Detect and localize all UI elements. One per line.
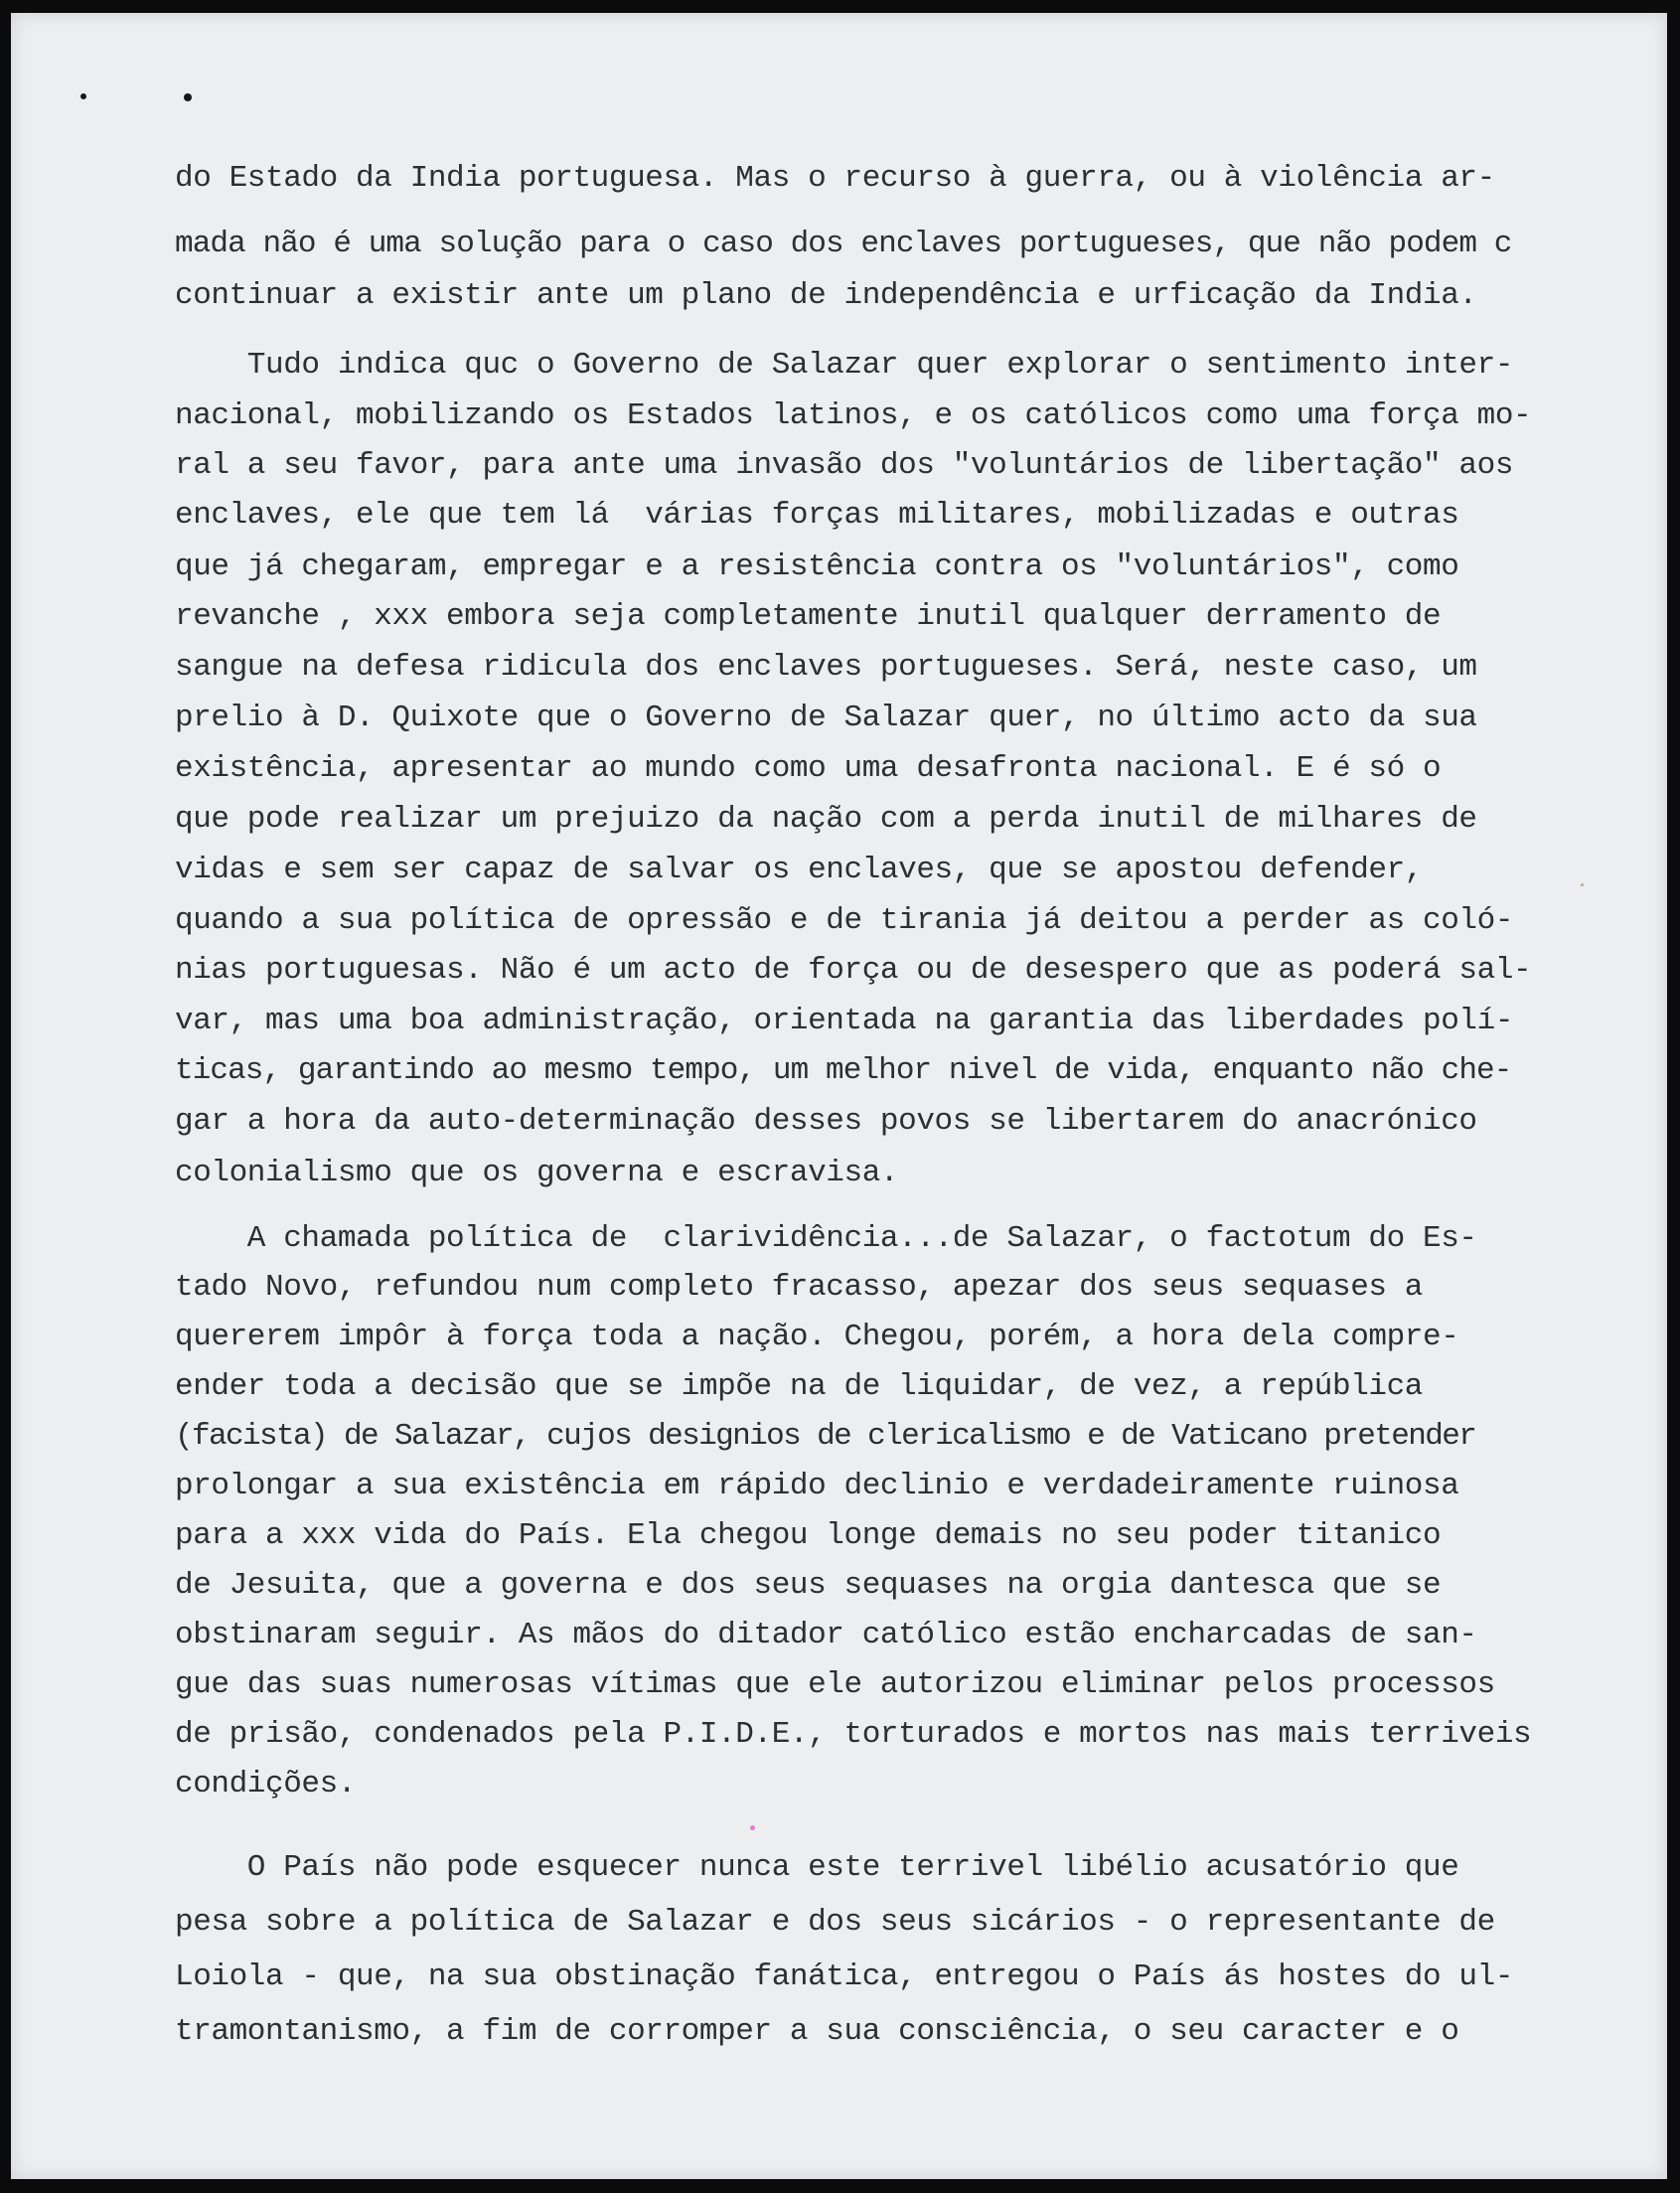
text-line-9: revanche , xxx embora seja completamente inutil qualquer derramento de bbox=[175, 599, 1442, 634]
text-line-13: que pode realizar um prejuizo da nação com a perda inutil de milhares de bbox=[175, 802, 1477, 837]
text-line-4: Tudo indica quc o Governo de Salazar quer explorar o sentimento inter- bbox=[175, 348, 1514, 383]
text-line-27: para a xxx vida do País. Ela chegou longe demais no seu poder titanico bbox=[175, 1518, 1442, 1553]
paper-speck bbox=[1581, 883, 1584, 886]
text-line-32: condições. bbox=[175, 1767, 357, 1801]
text-line-15: quando a sua política de opressão e de tirania já deitou a perder as coló- bbox=[175, 903, 1514, 938]
text-line-23: quererem impôr à força toda a nação. Chegou, porém, a hora dela compre- bbox=[175, 1320, 1459, 1354]
text-line-22: tado Novo, refundou num completo fracasso, apezar dos seus sequases a bbox=[175, 1270, 1424, 1305]
text-line-31: de prisão, condenados pela P.I.D.E., torturados e mortos nas mais terriveis bbox=[175, 1717, 1532, 1752]
text-line-12: existência, apresentar ao mundo como uma desafronta nacional. E é só o bbox=[175, 751, 1442, 786]
text-line-3: continuar a existir ante um plano de independência e urficação da India. bbox=[175, 278, 1477, 313]
ink-speck bbox=[750, 1825, 755, 1830]
text-line-6: ral a seu favor, para ante uma invasão dos "voluntários de libertação" aos bbox=[175, 448, 1514, 483]
text-line-17: var, mas uma boa administração, orientada na garantia das liberdades polí- bbox=[175, 1004, 1514, 1038]
text-line-26: prolongar a sua existência em rápido declinio e verdadeiramente ruinosa bbox=[175, 1469, 1459, 1503]
text-line-18: ticas, garantindo ao mesmo tempo, um melhor nivel de vida, enquanto não che- bbox=[175, 1053, 1512, 1088]
text-line-16: nias portuguesas. Não é um acto de força ou de desespero que as poderá sal- bbox=[175, 953, 1532, 988]
typewritten-page bbox=[11, 13, 1667, 2179]
text-line-20: colonialismo que os governa e escravisa. bbox=[175, 1156, 899, 1190]
text-line-24: ender toda a decisão que se impõe na de liquidar, de vez, a república bbox=[175, 1369, 1424, 1404]
text-line-10: sangue na defesa ridicula dos enclaves portugueses. Será, neste caso, um bbox=[175, 650, 1477, 685]
text-line-36: tramontanismo, a fim de corromper a sua consciência, o seu caracter e o bbox=[175, 2014, 1459, 2049]
punch-hole-left bbox=[80, 93, 86, 99]
text-line-19: gar a hora da auto-determinação desses povos se libertarem do anacrónico bbox=[175, 1104, 1477, 1139]
text-line-11: prelio à D. Quixote que o Governo de Salazar quer, no último acto da sua bbox=[175, 701, 1477, 735]
text-line-29: obstinaram seguir. As mãos do ditador católico estão encharcadas de san- bbox=[175, 1618, 1477, 1652]
text-line-8: que já chegaram, empregar e a resistência contra os "voluntários", como bbox=[175, 549, 1459, 584]
text-line-35: Loiola - que, na sua obstinação fanática, entregou o País ás hostes do ul- bbox=[175, 1959, 1514, 1994]
text-line-2: mada não é uma solução para o caso dos enclaves portugueses, que não podem c bbox=[175, 227, 1512, 261]
text-line-5: nacional, mobilizando os Estados latinos, e os católicos como uma força mo- bbox=[175, 398, 1532, 433]
punch-hole-right bbox=[184, 93, 192, 101]
text-line-34: pesa sobre a política de Salazar e dos seus sicários - o representante de bbox=[175, 1905, 1495, 1940]
text-line-1: do Estado da India portuguesa. Mas o recurso à guerra, ou à violência ar- bbox=[175, 161, 1495, 196]
text-line-21: A chamada política de clarividência...de Salazar, o factotum do Es- bbox=[175, 1221, 1477, 1256]
text-line-7: enclaves, ele que tem lá várias forças militares, mobilizadas e outras bbox=[175, 498, 1459, 533]
text-line-33: O País não pode esquecer nunca este terrivel libélio acusatório que bbox=[175, 1850, 1459, 1885]
text-line-28: de Jesuita, que a governa e dos seus sequases na orgia dantesca que se bbox=[175, 1568, 1442, 1603]
text-line-14: vidas e sem ser capaz de salvar os enclaves, que se apostou defender, bbox=[175, 853, 1424, 887]
text-line-30: gue das suas numerosas vítimas que ele autorizou eliminar pelos processos bbox=[175, 1667, 1495, 1702]
text-line-25: (facista) de Salazar, cujos designios de clericalismo e de Vaticano pretender bbox=[175, 1419, 1476, 1454]
